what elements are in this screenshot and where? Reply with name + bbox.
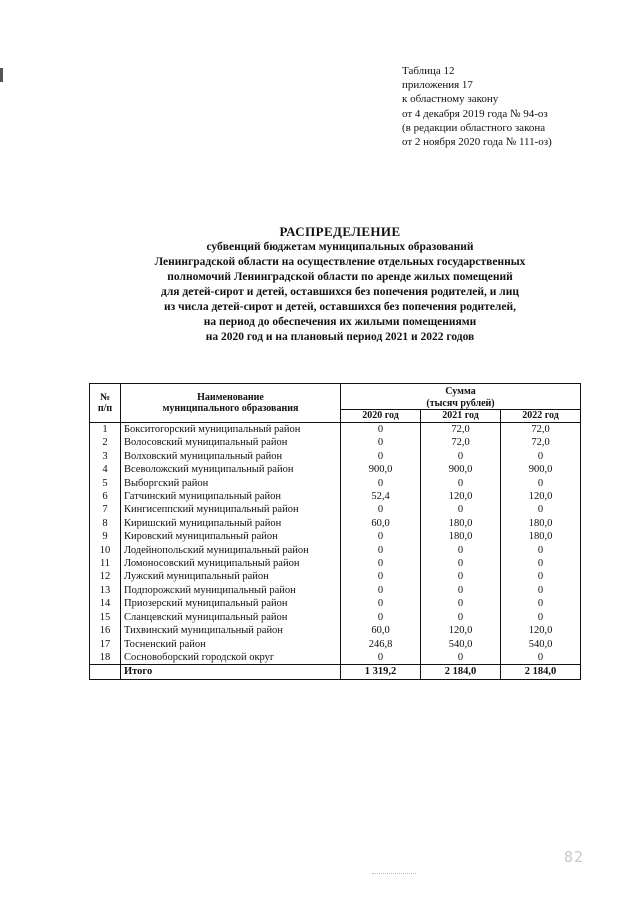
scan-smudge bbox=[372, 873, 416, 877]
value-2022: 0 bbox=[501, 503, 581, 516]
municipality-name: Бокситогорский муниципальный район bbox=[121, 423, 341, 437]
table-row bbox=[90, 450, 581, 463]
table-row bbox=[90, 584, 581, 597]
header-year-2020: 2020 год bbox=[341, 410, 421, 423]
table-row bbox=[90, 651, 581, 665]
table-row bbox=[90, 624, 581, 637]
row-num: 16 bbox=[90, 624, 121, 637]
appendix-line: от 4 декабря 2019 года № 94-оз bbox=[402, 107, 548, 120]
municipality-name: Тихвинский муниципальный район bbox=[121, 624, 341, 637]
title-line: из числа детей-сирот и детей, оставшихся без попечения родителей, bbox=[164, 301, 516, 313]
table-row bbox=[90, 436, 581, 449]
municipality-name: Кировский муниципальный район bbox=[121, 530, 341, 543]
distribution-table bbox=[89, 383, 581, 680]
value-2020: 52,4 bbox=[341, 490, 421, 503]
row-num: 12 bbox=[90, 570, 121, 583]
value-2021: 180,0 bbox=[421, 517, 501, 530]
title-heading: РАСПРЕДЕЛЕНИЕ bbox=[279, 224, 401, 239]
municipality-name: Лужский муниципальный район bbox=[121, 570, 341, 583]
value-2020: 60,0 bbox=[341, 517, 421, 530]
table-row bbox=[90, 463, 581, 476]
table-row bbox=[90, 423, 581, 437]
row-num: 6 bbox=[90, 490, 121, 503]
row-num: 9 bbox=[90, 530, 121, 543]
header-num: № п/п bbox=[90, 384, 121, 423]
value-2022: 900,0 bbox=[501, 463, 581, 476]
total-2022: 2 184,0 bbox=[501, 665, 581, 679]
table-row bbox=[90, 557, 581, 570]
row-num: 18 bbox=[90, 651, 121, 665]
table-row bbox=[90, 477, 581, 490]
scan-edge-mark bbox=[0, 68, 3, 82]
row-num: 13 bbox=[90, 584, 121, 597]
appendix-line: Таблица 12 bbox=[402, 65, 455, 77]
value-2020: 0 bbox=[341, 436, 421, 449]
row-num: 2 bbox=[90, 436, 121, 449]
value-2020: 0 bbox=[341, 557, 421, 570]
table-row bbox=[90, 638, 581, 651]
municipality-name: Тосненский район bbox=[121, 638, 341, 651]
appendix-line: (в редакции областного закона bbox=[402, 121, 546, 134]
municipality-name: Ломоносовский муниципальный район bbox=[121, 557, 341, 570]
header-year-2022: 2022 год bbox=[501, 410, 581, 423]
total-row bbox=[90, 665, 581, 679]
value-2022: 0 bbox=[501, 584, 581, 597]
value-2020: 900,0 bbox=[341, 463, 421, 476]
value-2022: 540,0 bbox=[501, 638, 581, 651]
value-2020: 0 bbox=[341, 584, 421, 597]
table-row bbox=[90, 597, 581, 610]
header-name: Наименование муниципального образования bbox=[121, 384, 341, 423]
municipality-name: Волосовский муниципальный район bbox=[121, 436, 341, 449]
table-row bbox=[90, 570, 581, 583]
value-2021: 0 bbox=[421, 651, 501, 665]
title-line: Ленинградской области на осуществление отдельных государственных bbox=[154, 256, 526, 268]
row-num: 7 bbox=[90, 503, 121, 516]
value-2021: 0 bbox=[421, 477, 501, 490]
header-year-2021: 2021 год bbox=[421, 410, 501, 423]
value-2020: 0 bbox=[341, 570, 421, 583]
page-number: 82 bbox=[564, 848, 585, 866]
value-2020: 0 bbox=[341, 651, 421, 665]
title-line: на 2020 год и на плановый период 2021 и 2022 годов bbox=[205, 331, 475, 343]
value-2020: 0 bbox=[341, 544, 421, 557]
value-2022: 0 bbox=[501, 544, 581, 557]
total-2020: 1 319,2 bbox=[341, 665, 421, 679]
row-num: 14 bbox=[90, 597, 121, 610]
title-line: на период до обеспечения их жилыми помещениями bbox=[203, 316, 477, 328]
value-2022: 180,0 bbox=[501, 517, 581, 530]
value-2022: 120,0 bbox=[501, 490, 581, 503]
value-2022: 72,0 bbox=[501, 423, 581, 437]
row-num: 3 bbox=[90, 450, 121, 463]
document-title bbox=[70, 223, 610, 345]
municipality-name: Сланцевский муниципальный район bbox=[121, 611, 341, 624]
row-num: 8 bbox=[90, 517, 121, 530]
municipality-name: Выборгский район bbox=[121, 477, 341, 490]
value-2020: 0 bbox=[341, 597, 421, 610]
appendix-line: приложения 17 bbox=[402, 79, 473, 92]
appendix-note bbox=[402, 64, 552, 149]
value-2022: 0 bbox=[501, 557, 581, 570]
value-2021: 0 bbox=[421, 544, 501, 557]
value-2021: 180,0 bbox=[421, 530, 501, 543]
value-2021: 0 bbox=[421, 503, 501, 516]
value-2020: 0 bbox=[341, 530, 421, 543]
table-body bbox=[90, 423, 581, 665]
value-2022: 0 bbox=[501, 651, 581, 665]
value-2021: 120,0 bbox=[421, 624, 501, 637]
value-2022: 72,0 bbox=[501, 436, 581, 449]
value-2022: 0 bbox=[501, 597, 581, 610]
municipality-name: Гатчинский муниципальный район bbox=[121, 490, 341, 503]
value-2020: 246,8 bbox=[341, 638, 421, 651]
title-line: для детей-сирот и детей, оставшихся без попечения родителей, и лиц bbox=[161, 286, 519, 298]
total-num-cell bbox=[90, 665, 121, 679]
row-num: 10 bbox=[90, 544, 121, 557]
municipality-name: Кингисеппский муниципальный район bbox=[121, 503, 341, 516]
value-2020: 0 bbox=[341, 477, 421, 490]
row-num: 5 bbox=[90, 477, 121, 490]
total-2021: 2 184,0 bbox=[421, 665, 501, 679]
value-2021: 0 bbox=[421, 584, 501, 597]
value-2020: 0 bbox=[341, 423, 421, 437]
title-line: полномочий Ленинградской области по аренде жилых помещений bbox=[167, 271, 513, 283]
municipality-name: Лодейнопольский муниципальный район bbox=[121, 544, 341, 557]
value-2022: 0 bbox=[501, 611, 581, 624]
municipality-name: Киришский муниципальный район bbox=[121, 517, 341, 530]
municipality-name: Подпорожский муниципальный район bbox=[121, 584, 341, 597]
header-sum: Сумма (тысяч рублей) bbox=[341, 384, 581, 410]
appendix-line: от 2 ноября 2020 года № 111-оз) bbox=[402, 136, 552, 149]
municipality-name: Приозерский муниципальный район bbox=[121, 597, 341, 610]
value-2022: 0 bbox=[501, 477, 581, 490]
table-row bbox=[90, 503, 581, 516]
value-2020: 0 bbox=[341, 450, 421, 463]
row-num: 17 bbox=[90, 638, 121, 651]
value-2022: 120,0 bbox=[501, 624, 581, 637]
value-2021: 900,0 bbox=[421, 463, 501, 476]
total-label: Итого bbox=[121, 665, 341, 679]
municipality-name: Волховский муниципальный район bbox=[121, 450, 341, 463]
row-num: 4 bbox=[90, 463, 121, 476]
municipality-name: Сосновоборский городской округ bbox=[121, 651, 341, 665]
row-num: 15 bbox=[90, 611, 121, 624]
value-2020: 0 bbox=[341, 503, 421, 516]
value-2021: 0 bbox=[421, 450, 501, 463]
value-2022: 0 bbox=[501, 450, 581, 463]
value-2022: 0 bbox=[501, 570, 581, 583]
value-2021: 120,0 bbox=[421, 490, 501, 503]
row-num: 11 bbox=[90, 557, 121, 570]
title-line: субвенций бюджетам муниципальных образований bbox=[206, 241, 474, 253]
value-2022: 180,0 bbox=[501, 530, 581, 543]
table-row bbox=[90, 611, 581, 624]
value-2020: 60,0 bbox=[341, 624, 421, 637]
value-2020: 0 bbox=[341, 611, 421, 624]
table-row bbox=[90, 530, 581, 543]
value-2021: 72,0 bbox=[421, 423, 501, 437]
appendix-line: к областному закону bbox=[402, 93, 499, 106]
table-row bbox=[90, 517, 581, 530]
value-2021: 72,0 bbox=[421, 436, 501, 449]
municipality-name: Всеволожский муниципальный район bbox=[121, 463, 341, 476]
value-2021: 0 bbox=[421, 611, 501, 624]
value-2021: 0 bbox=[421, 570, 501, 583]
value-2021: 0 bbox=[421, 597, 501, 610]
value-2021: 0 bbox=[421, 557, 501, 570]
row-num: 1 bbox=[90, 423, 121, 437]
table-row bbox=[90, 544, 581, 557]
value-2021: 540,0 bbox=[421, 638, 501, 651]
table-row bbox=[90, 490, 581, 503]
